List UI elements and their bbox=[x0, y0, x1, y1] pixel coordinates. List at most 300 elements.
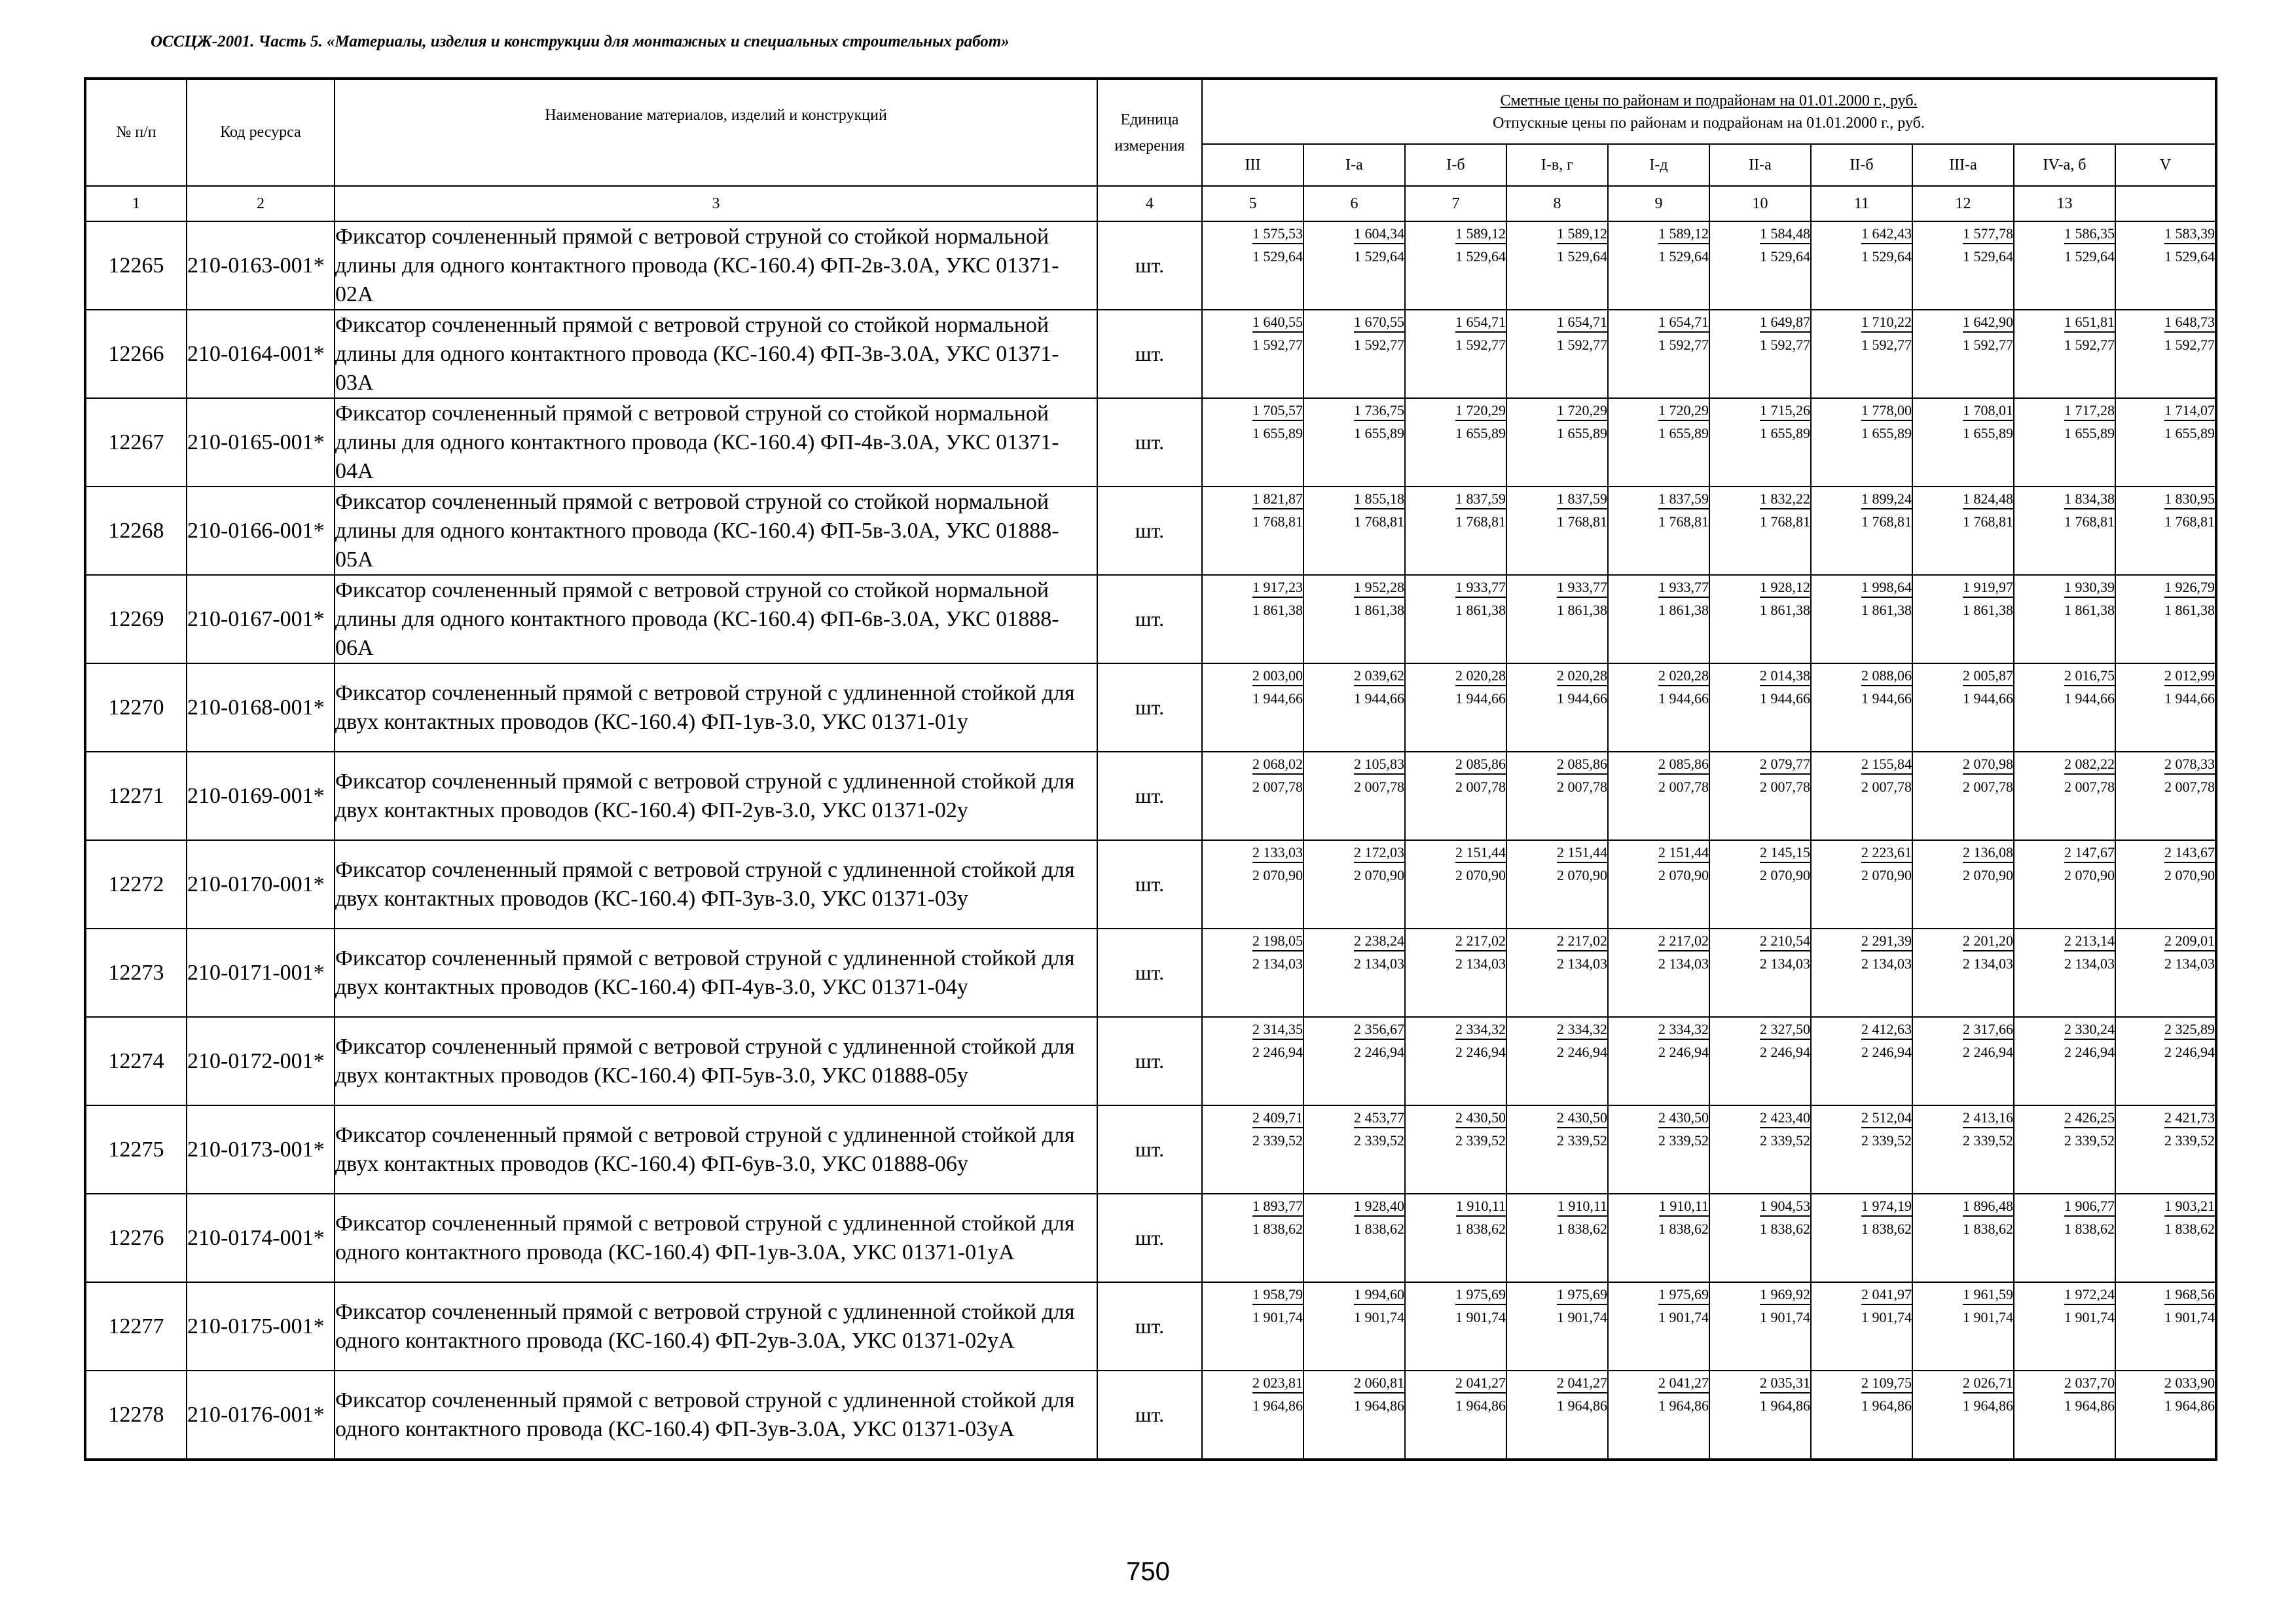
price-cell bbox=[1608, 1371, 1709, 1460]
price-cell bbox=[2115, 929, 2216, 1017]
running-header: ОССЦЖ-2001. Часть 5. «Материалы, изделия и конструкции для монтажных и специальных строительных работ» bbox=[151, 33, 1010, 50]
release-price: 1 592,77 bbox=[1455, 337, 1506, 353]
region-header: II-а bbox=[1709, 144, 1811, 186]
estimate-price: 1 705,57 bbox=[1252, 401, 1303, 421]
release-price: 1 529,64 bbox=[2164, 248, 2215, 265]
release-price: 1 964,86 bbox=[2164, 1397, 2215, 1414]
row-number: 12278 bbox=[85, 1371, 187, 1460]
release-price: 1 529,64 bbox=[1861, 248, 1912, 265]
estimate-price: 1 654,71 bbox=[1658, 312, 1709, 333]
estimate-price: 2 033,90 bbox=[2164, 1373, 2215, 1393]
estimate-price: 2 041,27 bbox=[1658, 1373, 1709, 1393]
price-cell bbox=[1303, 929, 1405, 1017]
price-cell bbox=[2014, 663, 2115, 752]
release-price: 2 134,03 bbox=[1252, 955, 1303, 972]
release-price: 1 838,62 bbox=[1557, 1221, 1607, 1237]
price-cell bbox=[1811, 929, 1912, 1017]
estimate-price: 2 060,81 bbox=[1354, 1373, 1404, 1393]
release-price: 1 964,86 bbox=[1861, 1397, 1912, 1414]
release-price: 2 339,52 bbox=[1658, 1132, 1709, 1149]
release-price: 1 964,86 bbox=[1557, 1397, 1607, 1414]
estimate-price: 1 708,01 bbox=[1963, 401, 2013, 421]
price-cell bbox=[2115, 663, 2216, 752]
estimate-price: 1 584,48 bbox=[1760, 224, 1810, 244]
header-number: № п/п bbox=[85, 79, 187, 186]
estimate-price: 2 412,63 bbox=[1861, 1020, 1912, 1040]
price-cell bbox=[1303, 663, 1405, 752]
release-price: 1 592,77 bbox=[1557, 337, 1607, 353]
release-price: 2 007,78 bbox=[1963, 779, 2013, 795]
price-cell bbox=[1709, 575, 1811, 663]
price-cell bbox=[1202, 1105, 1303, 1194]
resource-code: 210-0173-001* bbox=[187, 1105, 335, 1194]
release-price: 2 070,90 bbox=[1658, 867, 1709, 883]
estimate-price: 2 217,02 bbox=[1557, 931, 1607, 951]
estimate-price: 1 589,12 bbox=[1557, 224, 1607, 244]
release-price: 1 944,66 bbox=[2064, 690, 2115, 707]
price-cell bbox=[2014, 398, 2115, 487]
unit-of-measure: шт. bbox=[1097, 840, 1202, 929]
release-price: 1 655,89 bbox=[1455, 425, 1506, 441]
resource-code: 210-0166-001* bbox=[187, 487, 335, 575]
price-cell bbox=[2014, 310, 2115, 398]
price-cell bbox=[1912, 1282, 2014, 1371]
estimate-price: 1 778,00 bbox=[1861, 401, 1912, 421]
estimate-price: 2 145,15 bbox=[1760, 843, 1810, 863]
estimate-price: 2 421,73 bbox=[2164, 1108, 2215, 1128]
estimate-price: 2 334,32 bbox=[1658, 1020, 1709, 1040]
price-cell bbox=[1912, 398, 2014, 487]
price-cell bbox=[1506, 929, 1608, 1017]
estimate-price: 2 147,67 bbox=[2064, 843, 2115, 863]
column-number: 13 bbox=[2014, 186, 2115, 221]
estimate-price: 2 016,75 bbox=[2064, 666, 2115, 686]
price-cell bbox=[1506, 221, 1608, 310]
release-price: 2 246,94 bbox=[1963, 1044, 2013, 1060]
release-price: 1 861,38 bbox=[1557, 602, 1607, 618]
price-cell bbox=[2014, 575, 2115, 663]
release-price: 1 838,62 bbox=[1252, 1221, 1303, 1237]
estimate-price: 1 837,59 bbox=[1455, 489, 1506, 509]
release-price: 2 007,78 bbox=[1658, 779, 1709, 795]
release-price: 2 246,94 bbox=[1354, 1044, 1404, 1060]
release-price: 1 964,86 bbox=[2064, 1397, 2115, 1414]
estimate-price: 1 832,22 bbox=[1760, 489, 1810, 509]
price-cell bbox=[1709, 310, 1811, 398]
unit-of-measure: шт. bbox=[1097, 1105, 1202, 1194]
release-price: 2 134,03 bbox=[1760, 955, 1810, 972]
estimate-price: 1 834,38 bbox=[2064, 489, 2115, 509]
material-name: Фиксатор сочлененный прямой с ветровой струной с удлиненной стойкой для двух контактных проводов (КС-160.4) ФП-2ув-3.0, УКС 01371-02у bbox=[335, 752, 1097, 840]
column-number: 11 bbox=[1811, 186, 1912, 221]
unit-of-measure: шт. bbox=[1097, 929, 1202, 1017]
release-price: 1 529,64 bbox=[2064, 248, 2115, 265]
release-price: 1 529,64 bbox=[1760, 248, 1810, 265]
price-cell bbox=[1811, 487, 1912, 575]
release-price: 2 339,52 bbox=[2064, 1132, 2115, 1149]
estimate-price: 2 105,83 bbox=[1354, 754, 1404, 775]
price-cell bbox=[1608, 1194, 1709, 1282]
release-price: 1 529,64 bbox=[1557, 248, 1607, 265]
price-cell bbox=[1202, 487, 1303, 575]
column-number: 7 bbox=[1405, 186, 1506, 221]
estimate-prices-title: Сметные цены по районам и подрайонам на 01.01.2000 г., руб. bbox=[1500, 92, 1918, 109]
price-cell bbox=[1811, 575, 1912, 663]
price-cell bbox=[1303, 1282, 1405, 1371]
column-number: 2 bbox=[187, 186, 335, 221]
release-price: 1 655,89 bbox=[1557, 425, 1607, 441]
release-price: 2 339,52 bbox=[1455, 1132, 1506, 1149]
price-cell bbox=[1405, 752, 1506, 840]
estimate-price: 2 041,97 bbox=[1861, 1285, 1912, 1305]
price-cell bbox=[1506, 487, 1608, 575]
unit-of-measure: шт. bbox=[1097, 1282, 1202, 1371]
release-price: 1 592,77 bbox=[1861, 337, 1912, 353]
estimate-price: 2 035,31 bbox=[1760, 1373, 1810, 1393]
estimate-price: 2 026,71 bbox=[1963, 1373, 2013, 1393]
estimate-price: 1 961,59 bbox=[1963, 1285, 2013, 1305]
resource-code: 210-0164-001* bbox=[187, 310, 335, 398]
estimate-price: 1 994,60 bbox=[1354, 1285, 1404, 1305]
estimate-price: 2 020,28 bbox=[1557, 666, 1607, 686]
table-row bbox=[85, 1282, 2216, 1371]
estimate-price: 2 085,86 bbox=[1658, 754, 1709, 775]
region-header: V bbox=[2115, 144, 2216, 186]
release-price: 1 838,62 bbox=[2164, 1221, 2215, 1237]
release-price: 1 592,77 bbox=[1963, 337, 2013, 353]
price-cell bbox=[1405, 1017, 1506, 1105]
row-number: 12277 bbox=[85, 1282, 187, 1371]
estimate-price: 1 855,18 bbox=[1354, 489, 1404, 509]
estimate-price: 1 717,28 bbox=[2064, 401, 2115, 421]
release-price: 2 246,94 bbox=[2164, 1044, 2215, 1060]
release-price: 1 901,74 bbox=[2064, 1309, 2115, 1325]
release-price: 1 838,62 bbox=[1658, 1221, 1709, 1237]
release-price: 1 838,62 bbox=[1963, 1221, 2013, 1237]
estimate-price: 2 210,54 bbox=[1760, 931, 1810, 951]
price-cell bbox=[1811, 398, 1912, 487]
estimate-price: 2 413,16 bbox=[1963, 1108, 2013, 1128]
material-name: Фиксатор сочлененный прямой с ветровой струной с удлиненной стойкой для двух контактных проводов (КС-160.4) ФП-4ув-3.0, УКС 01371-04у bbox=[335, 929, 1097, 1017]
release-price: 1 768,81 bbox=[1760, 513, 1810, 530]
release-price: 1 655,89 bbox=[2064, 425, 2115, 441]
price-cell bbox=[1303, 487, 1405, 575]
price-cell bbox=[1709, 663, 1811, 752]
price-cell bbox=[1506, 1371, 1608, 1460]
release-price: 2 246,94 bbox=[1557, 1044, 1607, 1060]
release-price: 1 592,77 bbox=[1760, 337, 1810, 353]
unit-of-measure: шт. bbox=[1097, 1371, 1202, 1460]
price-cell bbox=[1709, 840, 1811, 929]
estimate-price: 2 082,22 bbox=[2064, 754, 2115, 775]
estimate-price: 2 020,28 bbox=[1658, 666, 1709, 686]
estimate-price: 2 039,62 bbox=[1354, 666, 1404, 686]
release-price: 2 134,03 bbox=[1963, 955, 2013, 972]
price-cell bbox=[1709, 1282, 1811, 1371]
unit-of-measure: шт. bbox=[1097, 663, 1202, 752]
estimate-price: 2 198,05 bbox=[1252, 931, 1303, 951]
price-cell bbox=[2014, 929, 2115, 1017]
header-unit: Единица измерения bbox=[1097, 79, 1202, 186]
estimate-price: 1 975,69 bbox=[1455, 1285, 1506, 1305]
unit-of-measure: шт. bbox=[1097, 487, 1202, 575]
release-price: 2 134,03 bbox=[1658, 955, 1709, 972]
release-price: 1 901,74 bbox=[1557, 1309, 1607, 1325]
release-price: 2 070,90 bbox=[1861, 867, 1912, 883]
release-price: 1 944,66 bbox=[1658, 690, 1709, 707]
release-price: 2 246,94 bbox=[2064, 1044, 2115, 1060]
estimate-price: 2 238,24 bbox=[1354, 931, 1404, 951]
row-number: 12267 bbox=[85, 398, 187, 487]
estimate-price: 2 409,71 bbox=[1252, 1108, 1303, 1128]
row-number: 12271 bbox=[85, 752, 187, 840]
estimate-price: 1 642,90 bbox=[1963, 312, 2013, 333]
price-cell bbox=[1811, 1105, 1912, 1194]
resource-code: 210-0176-001* bbox=[187, 1371, 335, 1460]
release-price: 1 768,81 bbox=[2164, 513, 2215, 530]
release-price: 2 134,03 bbox=[1861, 955, 1912, 972]
price-cell bbox=[2014, 752, 2115, 840]
release-price: 1 529,64 bbox=[1963, 248, 2013, 265]
release-price: 1 901,74 bbox=[1354, 1309, 1404, 1325]
region-header: III-а bbox=[1912, 144, 2014, 186]
estimate-price: 2 109,75 bbox=[1861, 1373, 1912, 1393]
estimate-price: 1 910,11 bbox=[1558, 1196, 1607, 1217]
table-row bbox=[85, 398, 2216, 487]
estimate-price: 2 201,20 bbox=[1963, 931, 2013, 951]
price-cell bbox=[1912, 663, 2014, 752]
release-price: 2 007,78 bbox=[1252, 779, 1303, 795]
release-price: 2 339,52 bbox=[1760, 1132, 1810, 1149]
price-cell bbox=[1506, 1017, 1608, 1105]
estimate-price: 2 453,77 bbox=[1354, 1108, 1404, 1128]
estimate-price: 1 906,77 bbox=[2064, 1196, 2115, 1217]
price-cell bbox=[1608, 487, 1709, 575]
price-cell bbox=[2115, 310, 2216, 398]
estimate-price: 1 589,12 bbox=[1658, 224, 1709, 244]
price-cell bbox=[1202, 1371, 1303, 1460]
estimate-price: 2 423,40 bbox=[1760, 1108, 1810, 1128]
release-price: 2 070,90 bbox=[1963, 867, 2013, 883]
price-cell bbox=[1303, 840, 1405, 929]
table-row bbox=[85, 1371, 2216, 1460]
price-cell bbox=[1405, 1371, 1506, 1460]
table-row bbox=[85, 752, 2216, 840]
table-row bbox=[85, 1017, 2216, 1105]
price-cell bbox=[1912, 752, 2014, 840]
price-cell bbox=[1506, 575, 1608, 663]
release-price: 2 070,90 bbox=[1557, 867, 1607, 883]
unit-of-measure: шт. bbox=[1097, 310, 1202, 398]
estimate-price: 1 720,29 bbox=[1658, 401, 1709, 421]
table-row bbox=[85, 1105, 2216, 1194]
release-price: 1 768,81 bbox=[1963, 513, 2013, 530]
release-price: 1 944,66 bbox=[1455, 690, 1506, 707]
row-number: 12273 bbox=[85, 929, 187, 1017]
price-cell bbox=[2014, 840, 2115, 929]
material-name: Фиксатор сочлененный прямой с ветровой струной со стойкой нормальной длины для одного контактного провода (КС-160.4) ФП-5в-3.0А, УКС 01888-05А bbox=[335, 487, 1097, 575]
header-code: Код ресурса bbox=[187, 79, 335, 186]
release-price: 1 944,66 bbox=[1354, 690, 1404, 707]
price-cell bbox=[1709, 398, 1811, 487]
release-price: 2 070,90 bbox=[2164, 867, 2215, 883]
price-cell bbox=[1506, 663, 1608, 752]
price-cell bbox=[1709, 1194, 1811, 1282]
price-table bbox=[84, 77, 2217, 1461]
price-cell bbox=[2115, 1282, 2216, 1371]
unit-of-measure: шт. bbox=[1097, 575, 1202, 663]
price-cell bbox=[1912, 221, 2014, 310]
release-price: 1 964,86 bbox=[1354, 1397, 1404, 1414]
price-cell bbox=[2115, 840, 2216, 929]
release-price: 1 944,66 bbox=[1760, 690, 1810, 707]
estimate-price: 1 904,53 bbox=[1760, 1196, 1810, 1217]
price-cell bbox=[1405, 487, 1506, 575]
estimate-price: 2 213,14 bbox=[2064, 931, 2115, 951]
release-price: 2 070,90 bbox=[1455, 867, 1506, 883]
release-price: 2 070,90 bbox=[1354, 867, 1404, 883]
release-price: 1 768,81 bbox=[1861, 513, 1912, 530]
estimate-price: 2 079,77 bbox=[1760, 754, 1810, 775]
estimate-price: 2 020,28 bbox=[1455, 666, 1506, 686]
release-price: 2 339,52 bbox=[1252, 1132, 1303, 1149]
release-price: 2 134,03 bbox=[2064, 955, 2115, 972]
column-number: 1 bbox=[85, 186, 187, 221]
estimate-price: 1 998,64 bbox=[1861, 578, 1912, 598]
estimate-price: 2 223,61 bbox=[1861, 843, 1912, 863]
price-cell bbox=[1608, 663, 1709, 752]
price-cell bbox=[1303, 1017, 1405, 1105]
estimate-price: 1 933,77 bbox=[1658, 578, 1709, 598]
price-cell bbox=[1912, 310, 2014, 398]
release-price: 1 901,74 bbox=[1963, 1309, 2013, 1325]
price-cell bbox=[1303, 221, 1405, 310]
price-cell bbox=[1912, 1017, 2014, 1105]
price-cell bbox=[1506, 1105, 1608, 1194]
unit-of-measure: шт. bbox=[1097, 398, 1202, 487]
release-price: 2 246,94 bbox=[1658, 1044, 1709, 1060]
material-name: Фиксатор сочлененный прямой с ветровой струной со стойкой нормальной длины для одного контактного провода (КС-160.4) ФП-4в-3.0А, УКС 01371-04А bbox=[335, 398, 1097, 487]
estimate-price: 2 151,44 bbox=[1557, 843, 1607, 863]
table-row bbox=[85, 487, 2216, 575]
estimate-price: 2 003,00 bbox=[1252, 666, 1303, 686]
row-number: 12272 bbox=[85, 840, 187, 929]
region-header: I-д bbox=[1608, 144, 1709, 186]
release-price: 1 768,81 bbox=[1354, 513, 1404, 530]
material-name: Фиксатор сочлененный прямой с ветровой струной со стойкой нормальной длины для одного контактного провода (КС-160.4) ФП-2в-3.0А, УКС 01371-02А bbox=[335, 221, 1097, 310]
price-cell bbox=[1811, 840, 1912, 929]
region-header: I-в, г bbox=[1506, 144, 1608, 186]
estimate-price: 1 577,78 bbox=[1963, 224, 2013, 244]
row-number: 12269 bbox=[85, 575, 187, 663]
estimate-price: 1 972,24 bbox=[2064, 1285, 2115, 1305]
price-cell bbox=[1709, 221, 1811, 310]
price-cell bbox=[1202, 840, 1303, 929]
price-cell bbox=[1811, 221, 1912, 310]
estimate-price: 2 143,67 bbox=[2164, 843, 2215, 863]
price-cell bbox=[1811, 1194, 1912, 1282]
region-header: I-а bbox=[1303, 144, 1405, 186]
estimate-price: 2 430,50 bbox=[1658, 1108, 1709, 1128]
release-price: 1 529,64 bbox=[1658, 248, 1709, 265]
resource-code: 210-0168-001* bbox=[187, 663, 335, 752]
price-cell bbox=[1405, 840, 1506, 929]
price-cell bbox=[1709, 929, 1811, 1017]
resource-code: 210-0170-001* bbox=[187, 840, 335, 929]
price-cell bbox=[1811, 752, 1912, 840]
release-price: 1 768,81 bbox=[1455, 513, 1506, 530]
release-price: 2 246,94 bbox=[1252, 1044, 1303, 1060]
estimate-price: 1 710,22 bbox=[1861, 312, 1912, 333]
price-cell bbox=[1709, 752, 1811, 840]
material-name: Фиксатор сочлененный прямой с ветровой струной с удлиненной стойкой для одного контактного провода (КС-160.4) ФП-1ув-3.0А, УКС 01371-01уА bbox=[335, 1194, 1097, 1282]
release-price: 1 655,89 bbox=[1354, 425, 1404, 441]
release-price: 1 861,38 bbox=[2064, 602, 2115, 618]
estimate-price: 1 651,81 bbox=[2064, 312, 2115, 333]
price-cell bbox=[1709, 1371, 1811, 1460]
release-price: 1 861,38 bbox=[1354, 602, 1404, 618]
release-price: 2 007,78 bbox=[1455, 779, 1506, 795]
release-price: 1 655,89 bbox=[1658, 425, 1709, 441]
release-price: 1 944,66 bbox=[1252, 690, 1303, 707]
release-price: 1 838,62 bbox=[1354, 1221, 1404, 1237]
release-price: 1 838,62 bbox=[1760, 1221, 1810, 1237]
price-cell bbox=[2014, 1282, 2115, 1371]
release-price: 1 768,81 bbox=[2064, 513, 2115, 530]
price-cell bbox=[2115, 1105, 2216, 1194]
estimate-price: 1 589,12 bbox=[1455, 224, 1506, 244]
release-price: 2 007,78 bbox=[1861, 779, 1912, 795]
estimate-price: 1 821,87 bbox=[1252, 489, 1303, 509]
estimate-price: 2 426,25 bbox=[2064, 1108, 2115, 1128]
price-cell bbox=[1912, 575, 2014, 663]
estimate-price: 1 899,24 bbox=[1861, 489, 1912, 509]
release-price: 2 070,90 bbox=[2064, 867, 2115, 883]
estimate-price: 2 172,03 bbox=[1354, 843, 1404, 863]
estimate-price: 1 575,53 bbox=[1252, 224, 1303, 244]
estimate-price: 1 974,19 bbox=[1861, 1196, 1912, 1217]
unit-of-measure: шт. bbox=[1097, 1017, 1202, 1105]
release-price: 2 134,03 bbox=[1354, 955, 1404, 972]
price-cell bbox=[2014, 487, 2115, 575]
release-price: 1 655,89 bbox=[1963, 425, 2013, 441]
header-name: Наименование материалов, изделий и конструкций bbox=[335, 79, 1097, 186]
estimate-price: 1 917,23 bbox=[1252, 578, 1303, 598]
price-cell bbox=[1912, 487, 2014, 575]
price-cell bbox=[1202, 929, 1303, 1017]
release-prices-title: Отпускные цены по районам и подрайонам на 01.01.2000 г., руб. bbox=[1493, 114, 1925, 132]
price-cell bbox=[1811, 1371, 1912, 1460]
price-cell bbox=[1202, 310, 1303, 398]
price-cell bbox=[1202, 398, 1303, 487]
release-price: 1 901,74 bbox=[1658, 1309, 1709, 1325]
estimate-price: 1 968,56 bbox=[2164, 1285, 2215, 1305]
release-price: 2 246,94 bbox=[1760, 1044, 1810, 1060]
resource-code: 210-0163-001* bbox=[187, 221, 335, 310]
price-cell bbox=[1202, 1282, 1303, 1371]
estimate-price: 1 654,71 bbox=[1557, 312, 1607, 333]
release-price: 1 592,77 bbox=[1252, 337, 1303, 353]
release-price: 1 768,81 bbox=[1658, 513, 1709, 530]
release-price: 2 339,52 bbox=[1861, 1132, 1912, 1149]
release-price: 2 007,78 bbox=[1760, 779, 1810, 795]
price-cell bbox=[1608, 221, 1709, 310]
release-price: 1 529,64 bbox=[1455, 248, 1506, 265]
price-cell bbox=[1202, 663, 1303, 752]
estimate-price: 2 356,67 bbox=[1354, 1020, 1404, 1040]
estimate-price: 2 133,03 bbox=[1252, 843, 1303, 863]
estimate-price: 1 736,75 bbox=[1354, 401, 1404, 421]
